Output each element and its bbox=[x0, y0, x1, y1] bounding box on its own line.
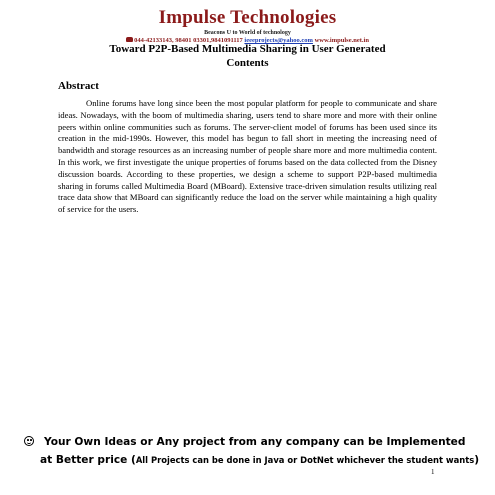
promo-line-2-main: at Better price ( bbox=[40, 454, 136, 466]
paper-title-line-2: Contents bbox=[226, 57, 269, 69]
smiley-icon bbox=[24, 436, 34, 446]
phone-numbers: 044-42133143, 98401 03301,9841091117 bbox=[134, 37, 243, 44]
promo-line-2-note: All Projects can be done in Java or DotNet whichever the student wants bbox=[135, 455, 475, 465]
paper-title-line-1: Toward P2P-Based Multimedia Sharing in User Generated bbox=[109, 43, 386, 55]
website-link[interactable]: www.impulse.net.in bbox=[314, 37, 369, 44]
promo-line-2 bbox=[14, 451, 484, 469]
abstract-heading: Abstract bbox=[58, 80, 99, 92]
letterhead bbox=[0, 8, 495, 45]
page-number: 1 bbox=[431, 468, 435, 476]
company-name: Impulse Technologies bbox=[158, 7, 337, 28]
promo-line-1-text: Your Own Ideas or Any project from any company can be Implemented bbox=[44, 436, 466, 448]
promo-footer bbox=[14, 433, 484, 469]
paper-title bbox=[20, 42, 475, 70]
promo-line-1 bbox=[14, 433, 484, 451]
email-link[interactable]: ieeeprojects@yahoo.com bbox=[244, 37, 313, 44]
company-tagline: Beacons U to World of technology bbox=[204, 30, 291, 36]
promo-line-2-close: ) bbox=[474, 454, 480, 466]
abstract-text: Online forums have long since been the most popular platform for people to communicate and share ideas. Nowadays, with the boom of multimedia sharing, users tend to share more and more with their online peers within online communities such as forums. The server-client model of forums has been used since its creation in the mid-1990s. However, this model has begun to fall short in meeting the increasing need of bandwidth and storage resources as an increasing number of people share more and more multimedia content. In this work, we first investigate the unique properties of forums based on the data collected from the Disney discussion boards. According to these properties, we design a scheme to support P2P-based multimedia sharing in forums called Multimedia Board (MBoard). Extensive trace-driven simulation results utilizing real trace data show that MBoard can significantly reduce the load on the server while maintaining a high quality of service for the users. bbox=[58, 98, 437, 215]
